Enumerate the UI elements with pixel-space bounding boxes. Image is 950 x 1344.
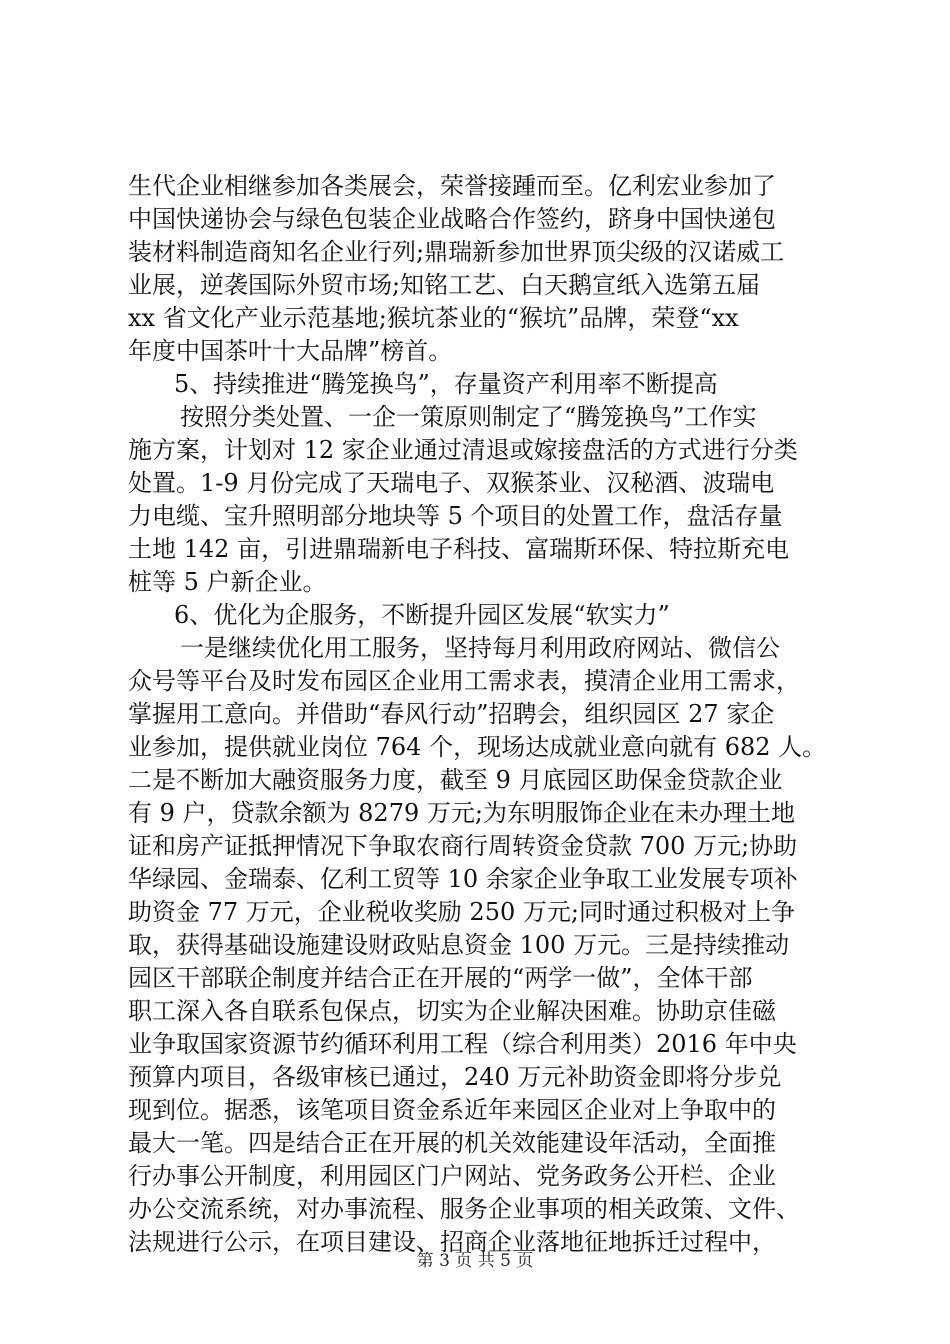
text-line: 有 9 户，贷款余额为 8279 万元;为东明服饰企业在未办理土地 [128,799,795,827]
text-line: 装材料制造商知名企业行列;鼎瑞新参加世界顶尖级的汉诺威工 [128,238,785,266]
text-line: 处置。1-9 月份完成了天瑞电子、双猴茶业、汉秘酒、波瑞电 [128,469,775,497]
text-line: 土地 142 亩，引进鼎瑞新电子科技、富瑞斯环保、特拉斯充电 [128,535,790,563]
paragraph-first-line: 按照分类处置、一企一策原则制定了“腾笼换鸟”工作实 [180,403,757,431]
text-line: 桩等 5 户新企业。 [128,568,327,596]
text-line: 职工深入各自联系包保点，切实为企业解决困难。协助京佳磁 [128,997,776,1025]
text-line: 生代企业相继参加各类展会，荣誉接踵而至。亿利宏业参加了 [128,172,776,200]
section-heading: 6、优化为企服务，不断提升园区发展“软实力” [174,601,670,629]
text-line: 二是不断加大融资服务力度，截至 9 月底园区助保金贷款企业 [128,766,783,794]
text-line: 力电缆、宝升照明部分地块等 5 个项目的处置工作，盘活存量 [128,502,783,530]
text-line: 助资金 77 万元，企业税收奖励 250 万元;同时通过积极对上争 [128,898,795,926]
text-line: 业参加，提供就业岗位 764 个，现场达成就业意向就有 682 人。 [128,733,827,761]
page-footer: 第 3 页 共 5 页 [416,1251,534,1271]
text-line: 业争取国家资源节约循环利用工程（综合利用类）2016 年中央 [128,1030,797,1058]
text-line: 现到位。据悉，该笔项目资金系近年来园区企业对上争取中的 [128,1096,776,1124]
text-line: 预算内项目，各级审核已通过，240 万元补助资金即将分步兑 [128,1063,782,1091]
text-line: 华绿园、金瑞泰、亿利工贸等 10 余家企业争取工业发展专项补 [128,865,798,893]
text-line: 证和房产证抵押情况下争取农商行周转资金贷款 700 万元;协助 [128,832,798,860]
text-line: 中国快递协会与绿色包装企业战略合作签约，跻身中国快递包 [128,205,776,233]
text-line: 众号等平台及时发布园区企业用工需求表，摸清企业用工需求， [128,667,800,695]
text-line: 年度中国茶叶十大品牌”榜首。 [128,337,453,365]
text-line: 最大一笔。四是结合正在开展的机关效能建设年活动，全面推 [128,1129,776,1157]
section-heading: 5、持续推进“腾笼换鸟”，存量资产利用率不断提高 [174,370,718,398]
text-line: 法规进行公示，在项目建设、招商企业落地征地拆迁过程中， [128,1228,776,1256]
text-line: 施方案，计划对 12 家企业通过清退或嫁接盘活的方式进行分类 [128,436,798,464]
text-line: xx 省文化产业示范基地;猴坑茶业的“猴坑”品牌，荣登“xx [128,304,739,332]
document-body [128,170,828,1259]
text-line: 业展，逆袭国际外贸市场;知铭工艺、白天鹅宣纸入选第五届 [128,271,761,299]
paragraph-first-line: 一是继续优化用工服务，坚持每月利用政府网站、微信公 [180,634,780,662]
text-line: 园区干部联企制度并结合正在开展的“两学一做”，全体干部 [128,964,753,992]
text-line: 行办事公开制度，利用园区门户网站、党务政务公开栏、企业 [128,1162,776,1190]
text-line: 取，获得基础设施建设财政贴息资金 100 万元。三是持续推动 [128,931,790,959]
text-line: 办公交流系统，对办事流程、服务企业事项的相关政策、文件、 [128,1195,800,1223]
text-line: 掌握用工意向。并借助“春风行动”招聘会，组织园区 27 家企 [128,700,775,728]
